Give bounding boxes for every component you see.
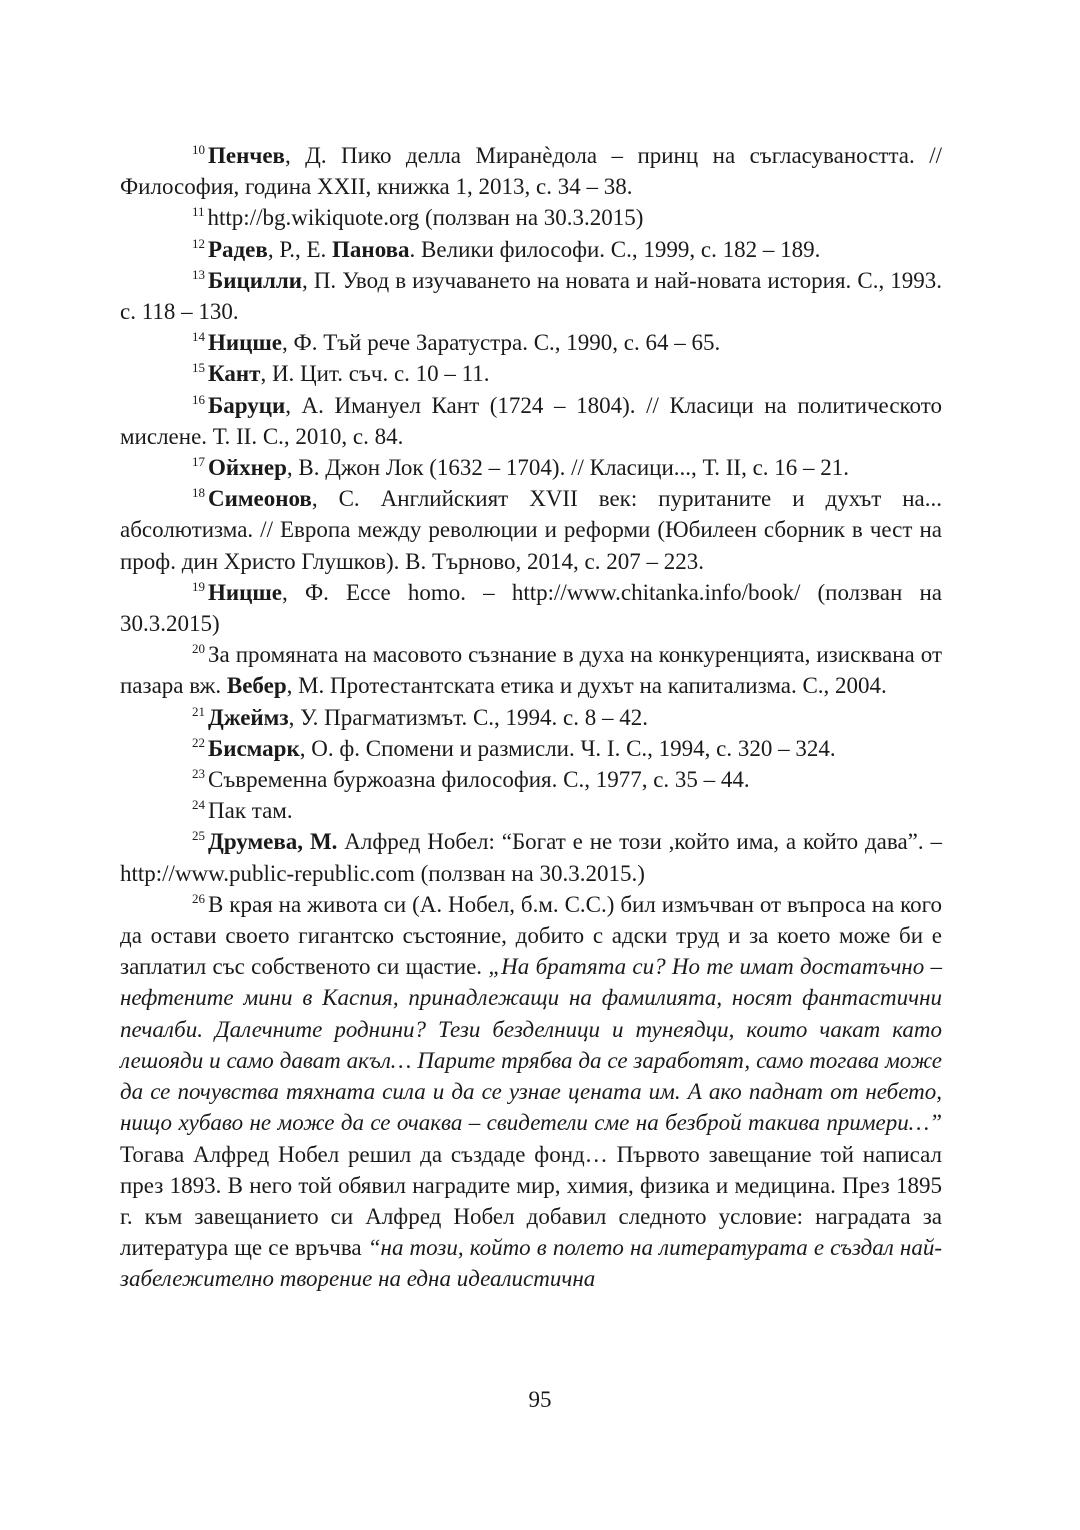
footnote-11 bbox=[120, 202, 942, 233]
footnotes-block bbox=[120, 140, 942, 1295]
footnote-15 bbox=[120, 358, 942, 389]
footnote-text: Пак там. bbox=[208, 798, 293, 824]
footnote-text: За промяната на масовото съзнание в духа на конкуренцията, изисквана от пазара вж. bbox=[120, 642, 942, 699]
footnote-number: 23 bbox=[192, 766, 205, 782]
footnote-text: , М. Протестантската етика и духът на капитализма. С., 2004. bbox=[286, 673, 887, 699]
footnote-19 bbox=[120, 577, 942, 639]
footnote-number: 21 bbox=[192, 703, 205, 719]
footnote-text: Съвременна буржоазна философия. С., 1977, с. 35 – 44. bbox=[208, 767, 750, 793]
author-name: Радев bbox=[208, 236, 268, 262]
footnote-number: 20 bbox=[192, 641, 205, 657]
footnote-21 bbox=[120, 702, 942, 733]
footnote-number: 11 bbox=[192, 204, 205, 220]
footnote-number: 18 bbox=[192, 485, 205, 501]
footnote-number: 16 bbox=[192, 391, 205, 407]
author-name: Пенчев bbox=[208, 143, 285, 168]
footnote-text: , А. Имануел Кант (1724 – 1804). // Класици на политическото мислене. Т. II. С., 2010, с. 84. bbox=[120, 392, 942, 449]
footnote-text: В края на живота си (А. Нобел, б.м. С.С.) бил измъчван от въпроса на кого да остави своето гигантско състояние, добито с адски труд и за което може би е заплатил със собственото си щастие. bbox=[120, 891, 942, 980]
footnote-22 bbox=[120, 733, 942, 764]
footnote-number: 13 bbox=[192, 266, 205, 282]
footnote-number: 10 bbox=[192, 142, 205, 157]
footnote-text: , В. Джон Лок (1632 – 1704). // Класици..., Т. II, с. 16 – 21. bbox=[286, 455, 850, 481]
footnote-18 bbox=[120, 483, 942, 577]
footnote-text: , Д. Пико делла Миранѐдола – принц на съгласуваността. // Философия, година XXII, книжка 1, 2013, с. 34 – 38. bbox=[120, 143, 942, 200]
author-name: Бицилли bbox=[208, 267, 303, 293]
footnote-text: , У. Прагматизмът. С., 1994. с. 8 – 42. bbox=[288, 704, 649, 730]
author-name: Ницше bbox=[208, 330, 283, 356]
footnote-23 bbox=[120, 764, 942, 795]
footnote-text: http://bg.wikiquote.org (ползван на 30.3.2015) bbox=[207, 205, 644, 231]
footnote-number: 22 bbox=[192, 734, 205, 750]
footnote-number: 26 bbox=[192, 890, 205, 906]
footnote-25 bbox=[120, 826, 942, 888]
footnote-16 bbox=[120, 390, 942, 452]
author-name: Симеонов bbox=[208, 486, 312, 512]
footnote-number: 15 bbox=[192, 360, 205, 376]
footnote-10 bbox=[120, 140, 942, 202]
footnote-17 bbox=[120, 452, 942, 483]
footnote-text: , Р., Е. bbox=[267, 236, 333, 262]
footnote-text: , О. ф. Спомени и размисли. Ч. I. С., 1994, с. 320 – 324. bbox=[299, 735, 836, 761]
footnote-text: , С. Английският XVII век: пуританите и духът на... абсолютизма. // Европа между революции и реформи (Юбилеен сборник в чест на проф. дин Христо Глушков). В. Търново, 2014, с. 207 – 223. bbox=[120, 486, 942, 574]
footnote-number: 12 bbox=[192, 235, 205, 251]
author-name: Джеймз bbox=[208, 704, 289, 730]
footnote-text: , П. Увод в изучаването на новата и най-новата история. С., 1993. с. 118 – 130. bbox=[120, 267, 942, 325]
page-number: 95 bbox=[528, 1387, 552, 1412]
footnote-text: , Ф. Ecce homo. – http://www.chitanka.info/book/ (ползван на 30.3.2015) bbox=[120, 579, 942, 637]
footnote-number: 19 bbox=[192, 578, 205, 594]
footnote-24 bbox=[120, 795, 942, 826]
author-name: Баруци bbox=[208, 392, 286, 418]
quote-text: „На братята си? Но те имат достатъчно – нефтените мини в Каспия, принадлежащи на фамилията, носят фантастични печалби. Далечните роднини? Тези безделници и тунеядци, които чакат като лешояди и само дават акъл… Парите трябва да се заработят, само тогава може да се почувства тяхната сила и да се узнае цената им. А ако паднат от небето, нищо хубаво не може да се очаква – свидетели сме на безброй такива примери…” bbox=[120, 954, 943, 1136]
footnote-text: Алфред Нобел: “Богат е не този ,който има, а който дава”. – http://www.public-republic.com (ползван на 30.3.2015.) bbox=[120, 829, 942, 886]
footnote-number: 17 bbox=[192, 454, 205, 470]
footnote-14 bbox=[120, 327, 942, 358]
author-name: Вебер bbox=[226, 673, 287, 699]
footnote-number: 24 bbox=[192, 797, 205, 813]
author-name: Кант bbox=[208, 361, 261, 387]
footnote-13 bbox=[120, 265, 942, 327]
footnote-text: Тогава Алфред Нобел решил да създаде фонд… Първото завещание той написал през 1893. В него той обявил наградите мир, химия, физика и медицина. През 1895 г. към завещанието си Алфред Нобел добавил следното условие: наградата за литература ще се връчва bbox=[120, 1141, 942, 1261]
footnote-text: , И. Цит. съч. с. 10 – 11. bbox=[260, 361, 490, 387]
author-name: Панова bbox=[332, 236, 410, 262]
footnote-text: , Ф. Тъй рече Заратустра. С., 1990, с. 64 – 65. bbox=[282, 330, 721, 356]
footnote-12 bbox=[120, 234, 942, 265]
footnote-26 bbox=[120, 889, 942, 1295]
footnote-number: 25 bbox=[192, 828, 205, 844]
author-name: Ойхнер bbox=[208, 455, 287, 481]
quote-text: “на този, който в полето на литературата е създал най-забележително творение на една идеалистична bbox=[120, 1235, 942, 1292]
footnote-20 bbox=[120, 639, 942, 701]
footnote-number: 14 bbox=[192, 329, 205, 345]
author-name: Друмева, М. bbox=[208, 829, 338, 855]
author-name: Ницше bbox=[208, 579, 283, 605]
author-name: Бисмарк bbox=[208, 735, 300, 761]
footnote-text: . Велики философи. С., 1999, с. 182 – 189. bbox=[409, 236, 821, 262]
